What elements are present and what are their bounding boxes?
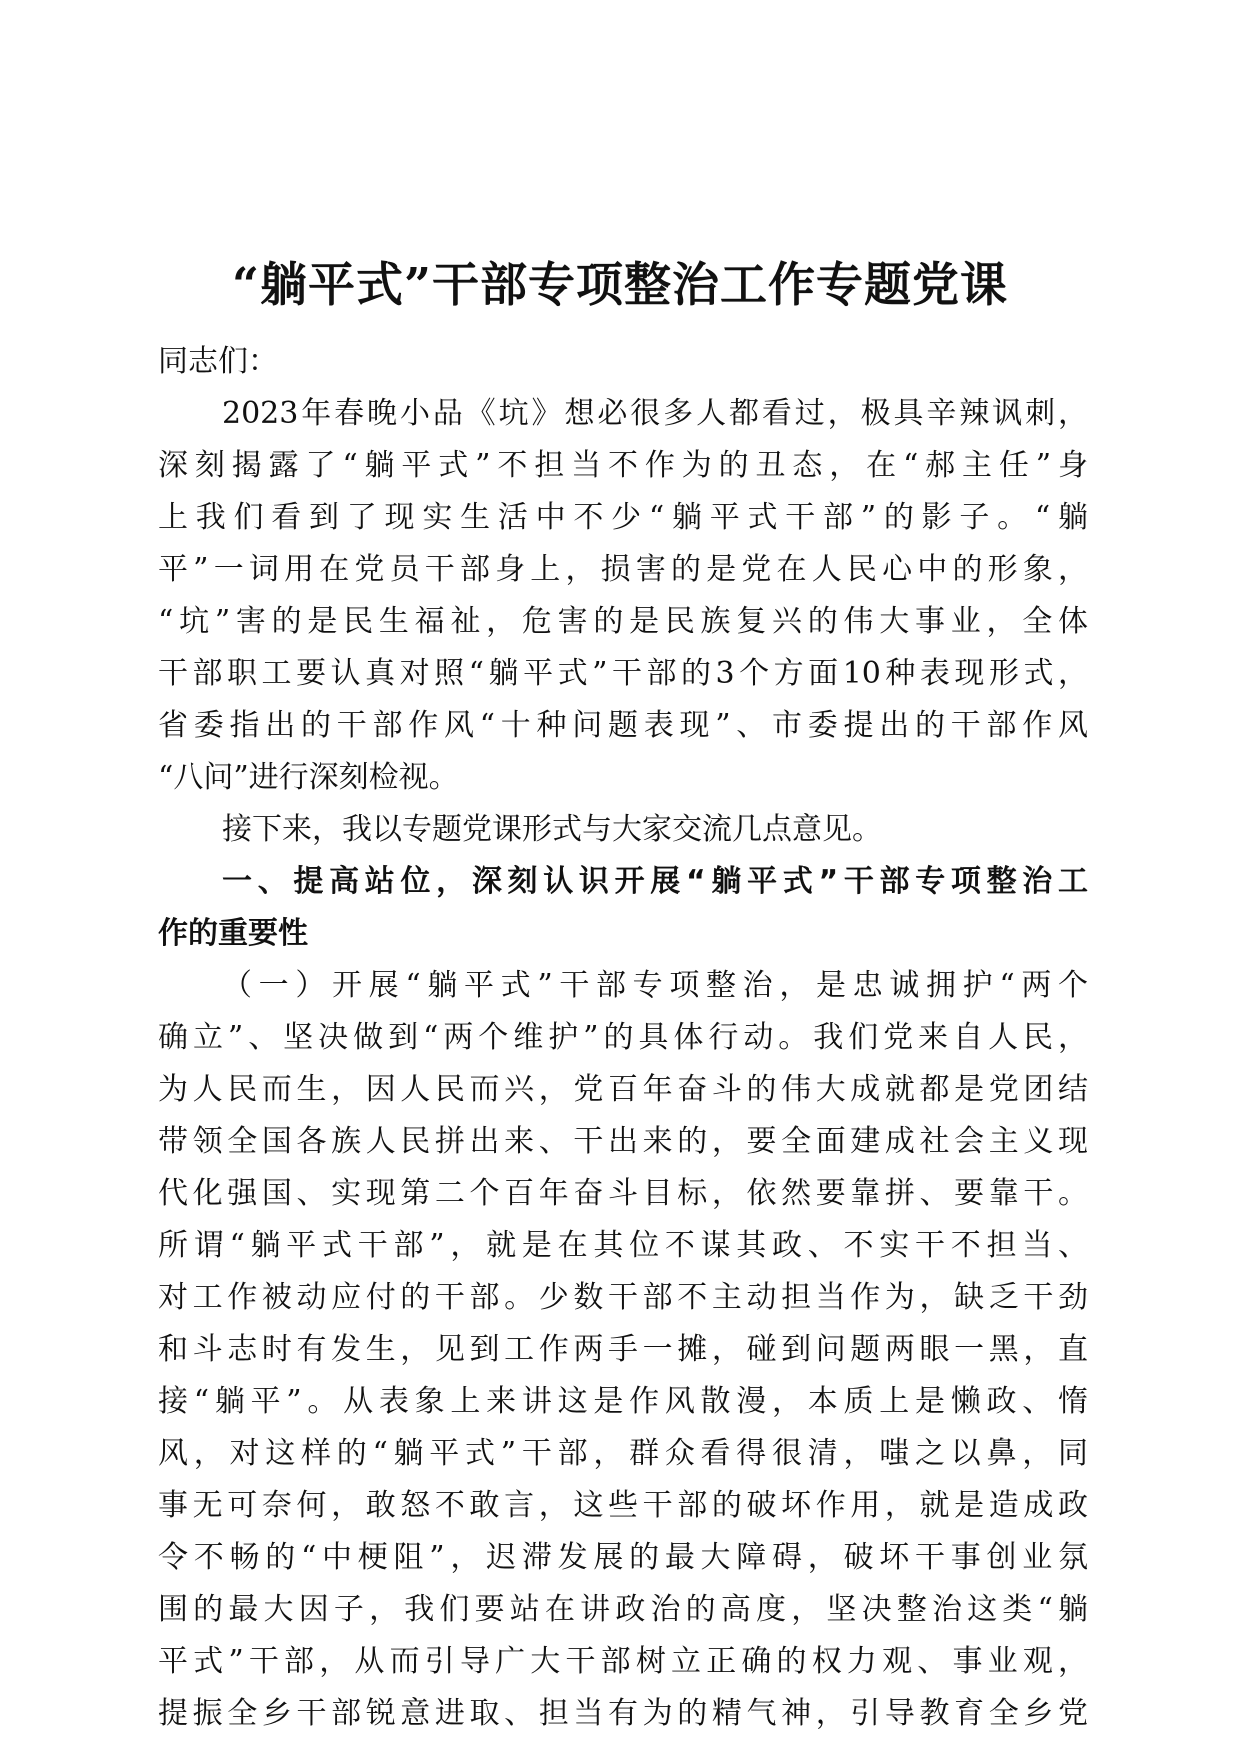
paragraph-line: 干部职工要认真对照“躺平式”干部的3个方面10种表现形式，: [158, 656, 1088, 691]
page-title: “躺平式”干部专项整治工作专题党课: [231, 258, 1009, 313]
paragraph-line: 平式”干部，从而引导广大干部树立正确的权力观、事业观，: [158, 1644, 1088, 1679]
paragraph-line: 确立”、坚决做到“两个维护”的具体行动。我们党来自人民，: [158, 1020, 1088, 1055]
section-heading-line: 作的重要性: [158, 916, 308, 951]
paragraph-line: 接“躺平”。从表象上来讲这是作风散漫，本质上是懒政、惰: [158, 1384, 1088, 1419]
document-body: [158, 336, 1088, 1740]
paragraph-line: 深刻揭露了“躺平式”不担当不作为的丑态，在“郝主任”身: [158, 448, 1088, 483]
paragraph-line: 上我们看到了现实生活中不少“躺平式干部”的影子。“躺: [158, 500, 1088, 535]
paragraph-line: 风，对这样的“躺平式”干部，群众看得很清，嗤之以鼻，同: [158, 1436, 1088, 1471]
paragraph-line: 代化强国、实现第二个百年奋斗目标，依然要靠拼、要靠干。: [158, 1176, 1088, 1211]
paragraph-line: 接下来，我以专题党课形式与大家交流几点意见。: [222, 812, 882, 847]
paragraph-line: 为人民而生，因人民而兴，党百年奋斗的伟大成就都是党团结: [158, 1072, 1088, 1107]
paragraph-line: 对工作被动应付的干部。少数干部不主动担当作为，缺乏干劲: [158, 1280, 1088, 1315]
paragraph-line: 带领全国各族人民拼出来、干出来的，要全面建成社会主义现: [158, 1124, 1088, 1159]
paragraph-line: 和斗志时有发生，见到工作两手一摊，碰到问题两眼一黑，直: [158, 1332, 1088, 1367]
paragraph-line: “坑”害的是民生福祉，危害的是民族复兴的伟大事业，全体: [158, 604, 1088, 639]
paragraph-line: 围的最大因子，我们要站在讲政治的高度，坚决整治这类“躺: [158, 1592, 1088, 1627]
paragraph-line: 事无可奈何，敢怒不敢言，这些干部的破坏作用，就是造成政: [158, 1488, 1088, 1523]
paragraph-line: 平”一词用在党员干部身上，损害的是党在人民心中的形象，: [158, 552, 1088, 587]
paragraph-line: 2023年春晚小品《坑》想必很多人都看过，极具辛辣讽刺，: [222, 396, 1088, 431]
subsection-heading-line: （一）开展“躺平式”干部专项整治，是忠诚拥护“两个: [222, 968, 1088, 1003]
paragraph-line: 所谓“躺平式干部”，就是在其位不谋其政、不实干不担当、: [158, 1228, 1088, 1263]
section-heading-line: 一、提高站位，深刻认识开展“躺平式”干部专项整治工: [222, 864, 1088, 899]
paragraph-line: “八问”进行深刻检视。: [158, 760, 459, 795]
salutation-line: 同志们：: [158, 344, 278, 379]
paragraph-line: 省委指出的干部作风“十种问题表现”、市委提出的干部作风: [158, 708, 1088, 743]
paragraph-line: 令不畅的“中梗阻”，迟滞发展的最大障碍，破坏干事创业氛: [158, 1540, 1088, 1575]
paragraph-line: 提振全乡干部锐意进取、担当有为的精气神，引导教育全乡党: [158, 1696, 1088, 1731]
